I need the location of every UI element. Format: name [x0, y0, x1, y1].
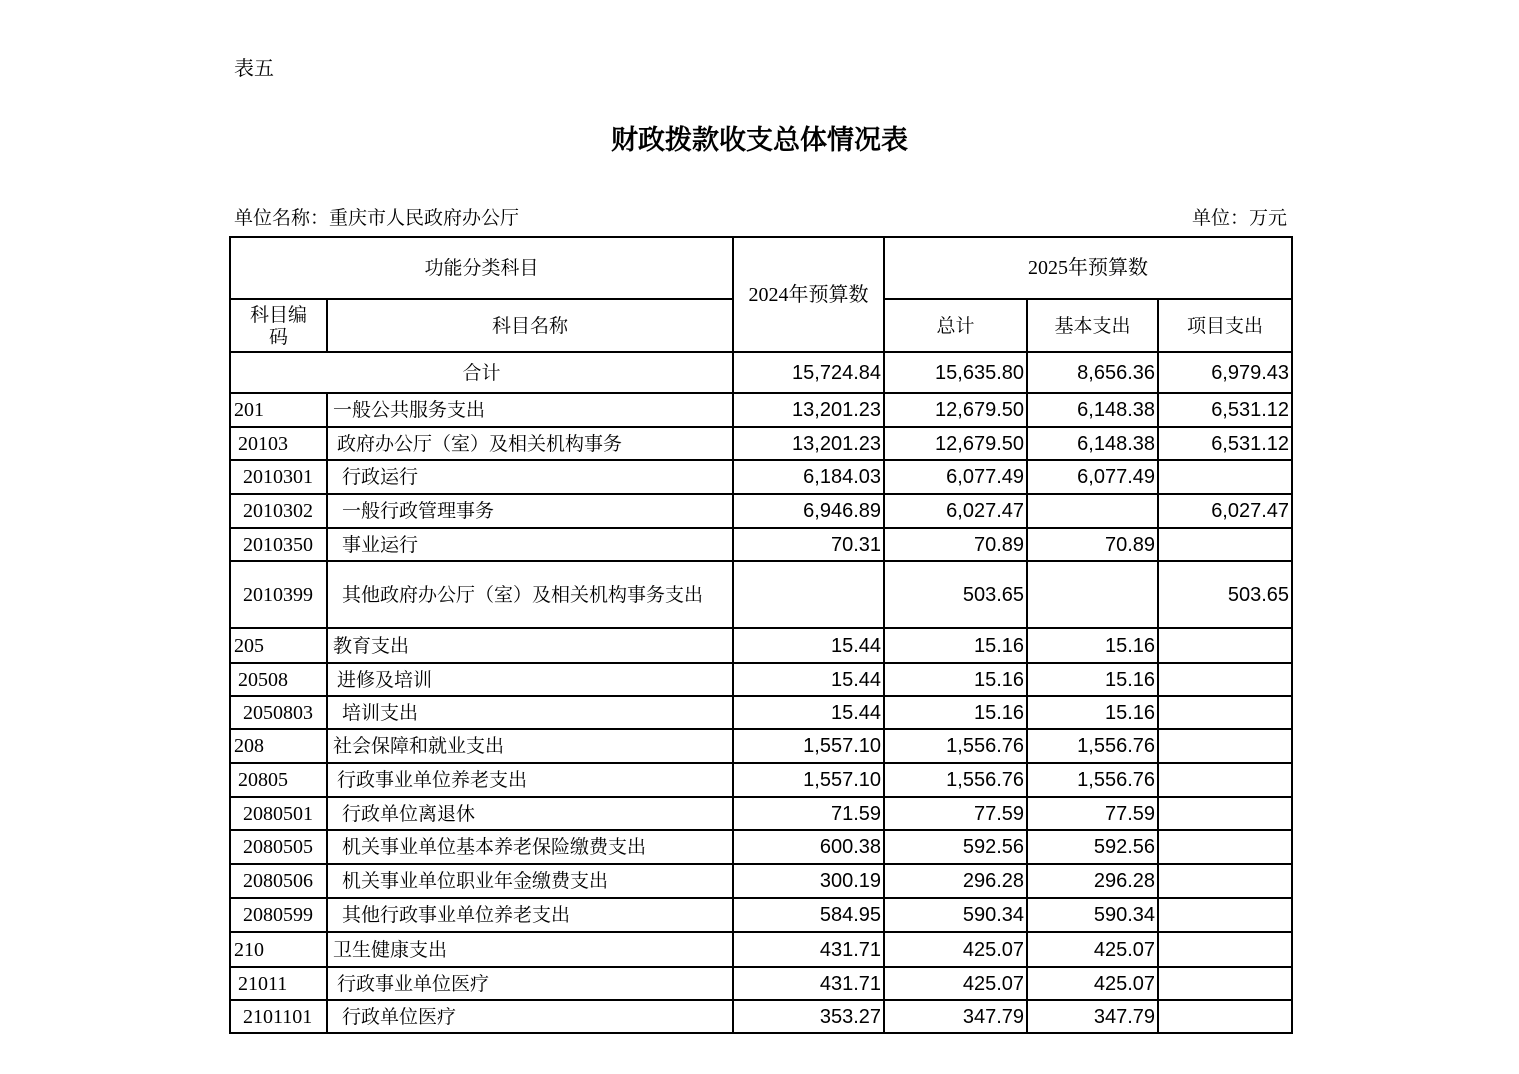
basic-cell: 70.89 [1027, 528, 1158, 561]
table-row [230, 830, 1292, 864]
basic-cell: 590.34 [1027, 898, 1158, 932]
item-code-cell: 201 [230, 393, 327, 427]
total-cell: 15.16 [884, 628, 1027, 663]
basic-cell: 6,148.38 [1027, 393, 1158, 427]
project-cell: 503.65 [1158, 561, 1292, 628]
table-row [230, 729, 1292, 763]
project-cell [1158, 967, 1292, 1000]
header-func-category: 功能分类科目 [230, 237, 733, 299]
item-code-cell: 2080506 [230, 864, 327, 898]
project-cell [1158, 898, 1292, 932]
project-cell [1158, 460, 1292, 494]
basic-cell: 592.56 [1027, 830, 1158, 864]
item-code-cell: 2101101 [230, 1000, 327, 1033]
budget-table [229, 236, 1293, 1034]
basic-cell: 77.59 [1027, 797, 1158, 830]
total-cell: 15.16 [884, 696, 1027, 729]
header-project: 项目支出 [1158, 299, 1292, 352]
basic-cell [1027, 561, 1158, 628]
basic-cell [1027, 494, 1158, 528]
item-code-cell: 2080501 [230, 797, 327, 830]
item-code-cell: 2010302 [230, 494, 327, 528]
total-cell: 296.28 [884, 864, 1027, 898]
project-cell [1158, 528, 1292, 561]
total-cell: 70.89 [884, 528, 1027, 561]
item-code-cell: 2010350 [230, 528, 327, 561]
project-cell [1158, 696, 1292, 729]
item-code-cell: 20805 [230, 763, 327, 797]
table-row [230, 663, 1292, 696]
item-name-cell: 教育支出 [327, 628, 733, 663]
budget-2024-cell: 600.38 [733, 830, 884, 864]
item-code-cell: 2010399 [230, 561, 327, 628]
project-cell [1158, 797, 1292, 830]
header-2025-budget: 2025年预算数 [884, 237, 1292, 299]
project-cell [1158, 864, 1292, 898]
item-name-cell: 政府办公厅（室）及相关机构事务 [327, 427, 733, 460]
project-cell [1158, 763, 1292, 797]
project-cell [1158, 1000, 1292, 1033]
item-name-cell: 一般行政管理事务 [327, 494, 733, 528]
basic-cell: 347.79 [1027, 1000, 1158, 1033]
item-code-cell: 2010301 [230, 460, 327, 494]
item-name-cell: 一般公共服务支出 [327, 393, 733, 427]
item-code-cell: 21011 [230, 967, 327, 1000]
total-2024: 15,724.84 [733, 352, 884, 393]
budget-2024-cell: 584.95 [733, 898, 884, 932]
table-row [230, 864, 1292, 898]
header-total: 总计 [884, 299, 1027, 352]
table-row [230, 898, 1292, 932]
budget-2024-cell [733, 561, 884, 628]
header-row-1 [230, 237, 1292, 299]
basic-cell: 15.16 [1027, 663, 1158, 696]
item-name-cell: 机关事业单位职业年金缴费支出 [327, 864, 733, 898]
table-row [230, 460, 1292, 494]
table-row [230, 763, 1292, 797]
item-code-cell: 2080505 [230, 830, 327, 864]
total-cell: 425.07 [884, 932, 1027, 967]
total-cell: 6,027.47 [884, 494, 1027, 528]
unit-name-label: 单位名称：重庆市人民政府办公厅 [234, 207, 520, 229]
total-cell: 503.65 [884, 561, 1027, 628]
budget-2024-cell: 1,557.10 [733, 729, 884, 763]
project-cell: 6,027.47 [1158, 494, 1292, 528]
project-cell [1158, 628, 1292, 663]
page-title: 财政拨款收支总体情况表 [611, 125, 908, 156]
budget-2024-cell: 13,201.23 [733, 393, 884, 427]
table-row [230, 696, 1292, 729]
project-cell [1158, 830, 1292, 864]
currency-unit-label: 单位：万元 [1191, 207, 1287, 229]
total-2025-basic: 8,656.36 [1027, 352, 1158, 393]
budget-2024-cell: 6,184.03 [733, 460, 884, 494]
total-cell: 6,077.49 [884, 460, 1027, 494]
budget-2024-cell: 71.59 [733, 797, 884, 830]
budget-2024-cell: 300.19 [733, 864, 884, 898]
table-row [230, 427, 1292, 460]
project-cell: 6,531.12 [1158, 393, 1292, 427]
basic-cell: 425.07 [1027, 967, 1158, 1000]
header-2024-budget: 2024年预算数 [733, 237, 884, 352]
total-cell: 12,679.50 [884, 393, 1027, 427]
budget-2024-cell: 15.44 [733, 628, 884, 663]
budget-2024-cell: 431.71 [733, 967, 884, 1000]
budget-2024-cell: 431.71 [733, 932, 884, 967]
total-cell: 592.56 [884, 830, 1027, 864]
item-name-cell: 培训支出 [327, 696, 733, 729]
total-cell: 590.34 [884, 898, 1027, 932]
project-cell [1158, 729, 1292, 763]
total-cell: 77.59 [884, 797, 1027, 830]
table-row [230, 561, 1292, 628]
header-basic: 基本支出 [1027, 299, 1158, 352]
project-cell: 6,531.12 [1158, 427, 1292, 460]
budget-2024-cell: 1,557.10 [733, 763, 884, 797]
item-code-cell: 205 [230, 628, 327, 663]
item-name-cell: 机关事业单位基本养老保险缴费支出 [327, 830, 733, 864]
table-row [230, 967, 1292, 1000]
basic-cell: 296.28 [1027, 864, 1158, 898]
item-name-cell: 行政事业单位医疗 [327, 967, 733, 1000]
header-code: 科目编码 [230, 299, 327, 352]
project-cell [1158, 932, 1292, 967]
item-code-cell: 2080599 [230, 898, 327, 932]
project-cell [1158, 663, 1292, 696]
total-cell: 15.16 [884, 663, 1027, 696]
item-name-cell: 行政单位离退休 [327, 797, 733, 830]
budget-2024-cell: 353.27 [733, 1000, 884, 1033]
table-number-label: 表五 [234, 56, 274, 80]
item-name-cell: 行政运行 [327, 460, 733, 494]
basic-cell: 15.16 [1027, 628, 1158, 663]
table-row [230, 393, 1292, 427]
table-row [230, 494, 1292, 528]
item-name-cell: 其他行政事业单位养老支出 [327, 898, 733, 932]
budget-2024-cell: 13,201.23 [733, 427, 884, 460]
total-row [230, 352, 1292, 393]
budget-2024-cell: 15.44 [733, 663, 884, 696]
item-code-cell: 210 [230, 932, 327, 967]
total-cell: 425.07 [884, 967, 1027, 1000]
table-row [230, 797, 1292, 830]
basic-cell: 6,077.49 [1027, 460, 1158, 494]
item-name-cell: 行政单位医疗 [327, 1000, 733, 1033]
item-code-cell: 20508 [230, 663, 327, 696]
basic-cell: 1,556.76 [1027, 729, 1158, 763]
item-code-cell: 20103 [230, 427, 327, 460]
basic-cell: 6,148.38 [1027, 427, 1158, 460]
table-row [230, 528, 1292, 561]
item-name-cell: 事业运行 [327, 528, 733, 561]
total-cell: 12,679.50 [884, 427, 1027, 460]
item-name-cell: 卫生健康支出 [327, 932, 733, 967]
total-label: 合计 [230, 352, 733, 393]
table-row [230, 628, 1292, 663]
total-cell: 347.79 [884, 1000, 1027, 1033]
total-cell: 1,556.76 [884, 729, 1027, 763]
budget-2024-cell: 15.44 [733, 696, 884, 729]
basic-cell: 1,556.76 [1027, 763, 1158, 797]
item-name-cell: 社会保障和就业支出 [327, 729, 733, 763]
item-name-cell: 行政事业单位养老支出 [327, 763, 733, 797]
item-name-cell: 其他政府办公厅（室）及相关机构事务支出 [327, 561, 733, 628]
header-name: 科目名称 [327, 299, 733, 352]
total-2025-project: 6,979.43 [1158, 352, 1292, 393]
budget-2024-cell: 70.31 [733, 528, 884, 561]
item-code-cell: 208 [230, 729, 327, 763]
budget-2024-cell: 6,946.89 [733, 494, 884, 528]
basic-cell: 15.16 [1027, 696, 1158, 729]
basic-cell: 425.07 [1027, 932, 1158, 967]
table-row [230, 932, 1292, 967]
item-name-cell: 进修及培训 [327, 663, 733, 696]
table-row [230, 1000, 1292, 1033]
total-2025-total: 15,635.80 [884, 352, 1027, 393]
item-code-cell: 2050803 [230, 696, 327, 729]
total-cell: 1,556.76 [884, 763, 1027, 797]
